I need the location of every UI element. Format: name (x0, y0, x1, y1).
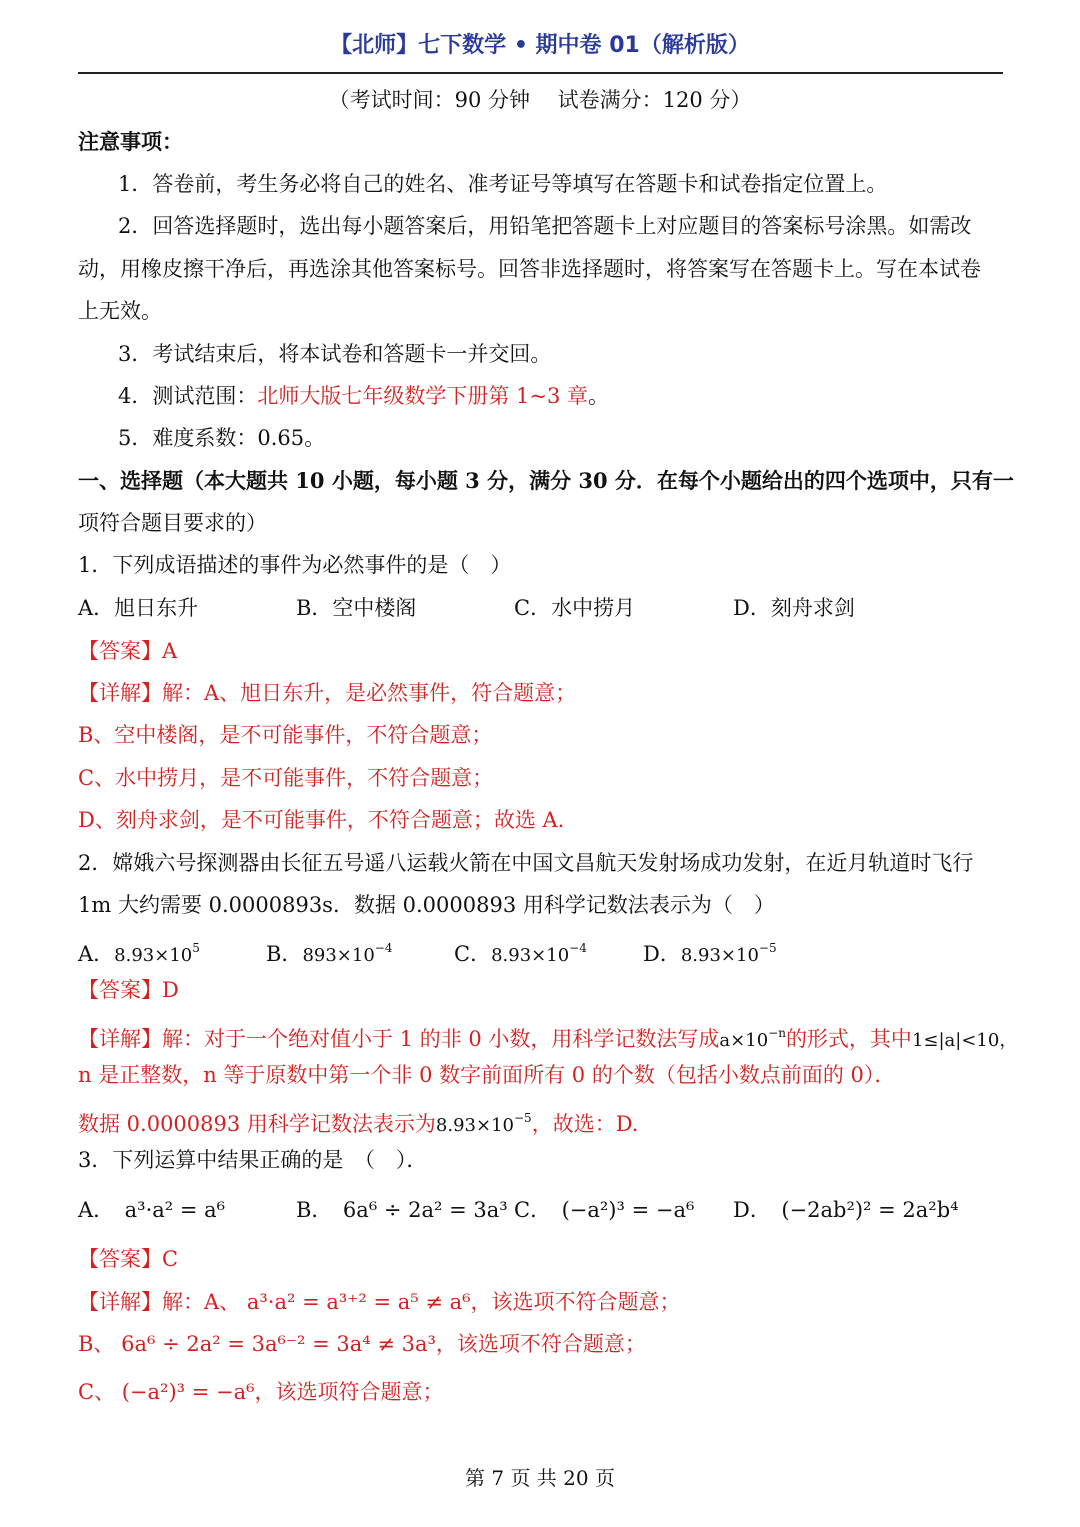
page-number: 第 7 页 共 20 页 (465, 1466, 615, 1490)
q2-option-d: D．$8.93\times 10^{-5}$ (643, 941, 777, 966)
q3-explanation-3: C、 (−a²)³ = −a⁶，该选项符合题意； (78, 1380, 444, 1404)
q3-explanation-2: B、 6a⁶ ÷ 2a² = 3a⁶⁻² = 3a⁴ ≠ 3a³，该选项不符合题意； (78, 1332, 646, 1356)
q3-explanation-1: 【详解】解：A、 a³·a² = a³⁺² = a⁵ ≠ a⁶，该选项不符合题意； (78, 1290, 681, 1314)
q2-explanation-3: 数据 0.0000893 用科学记数法表示为$8.93\times 10^{-5}$，故选：D. (78, 1111, 639, 1136)
notice-heading: 注意事项： (78, 129, 183, 154)
notice-item-3: 3．考试结束后，将本试卷和答题卡一并交回。 (118, 342, 552, 366)
q1-option-d: D．刻舟求剑 (733, 596, 855, 620)
q3-option-a: A． a³·a² = a⁶ (78, 1198, 226, 1222)
notice-item-2-line-1: 2．回答选择题时，选出每小题答案后，用铅笔把答题卡上对应题目的答案标号涂黑。如需改 (118, 214, 972, 238)
document-title: 【北师】七下数学 • 期中卷 01（解析版） (330, 33, 750, 58)
q3-option-b: B． 6a⁶ ÷ 2a² = 3a³ (296, 1198, 508, 1222)
notice-item-2-line-2: 动，用橡皮擦干净后，再选涂其他答案标号。回答非选择题时，将答案写在答题卡上。写在本试卷 (78, 257, 981, 281)
notice-item-1: 1．答卷前，考生务必将自己的姓名、准考证号等填写在答题卡和试卷指定位置上。 (118, 172, 888, 196)
notice-item-5: 5．难度系数：0.65。 (118, 426, 326, 450)
question-2-stem-line-1: 2．嫦娥六号探测器由长征五号遥八运载火箭在中国文昌航天发射场成功发射，在近月轨道时飞行 (78, 851, 974, 875)
q2-option-a: A．$8.93\times 10^5$ (78, 941, 200, 966)
q3-answer: 【答案】C (78, 1247, 179, 1271)
q3-option-d: D． (−2ab²)² = 2a²b⁴ (733, 1198, 959, 1222)
q1-explanation-4: D、刻舟求剑，是不可能事件，不符合题意；故选 A. (78, 808, 565, 832)
q1-option-a: A．旭日东升 (78, 596, 199, 620)
q1-option-c: C．水中捞月 (514, 596, 636, 620)
section-1-title-line-2: 项符合题目要求的） (78, 511, 267, 535)
question-2-stem-line-2: 1m 大约需要 0.0000893s．数据 0.0000893 用科学记数法表示为（ ） (78, 893, 775, 917)
question-3-stem: 3．下列运算中结果正确的是 （ ）． (78, 1148, 428, 1172)
q2-option-c: C．$8.93\times 10^{-4}$ (454, 941, 587, 966)
q1-explanation-2: B、空中楼阁，是不可能事件，不符合题意； (78, 723, 493, 747)
q1-option-b: B．空中楼阁 (296, 596, 417, 620)
q2-explanation-1: 【详解】解：对于一个绝对值小于 1 的非 0 小数，用科学记数法写成$a\times 10^{-n}$的形式，其中1≤|a|<10， (78, 1026, 1018, 1051)
header-divider (78, 72, 1003, 74)
q2-explanation-2: n 是正整数，n 等于原数中第一个非 0 数字前面所有 0 的个数（包括小数点前面的 0）． (78, 1063, 896, 1087)
q1-explanation-3: C、水中捞月，是不可能事件，不符合题意； (78, 766, 494, 790)
notice-item-4-prefix: 4．测试范围： (118, 384, 258, 408)
q3-option-c: C． (−a²)³ = −a⁶ (514, 1198, 695, 1222)
q1-explanation-1: 【详解】解：A、旭日东升，是必然事件，符合题意； (78, 681, 577, 705)
exam-info: （考试时间：90 分钟 试卷满分：120 分） (328, 88, 752, 112)
notice-item-4 (118, 382, 1043, 410)
section-1-title-line-1: 一、选择题（本大题共 10 小题，每小题 3 分，满分 30 分．在每个小题给出的四个选项中，只有一 (78, 468, 1014, 493)
q2-answer: 【答案】D (78, 978, 179, 1002)
q1-answer: 【答案】A (78, 639, 178, 663)
question-1-stem: 1．下列成语描述的事件为必然事件的是（ ） (78, 553, 512, 577)
notice-item-4-end: 。 (588, 384, 610, 408)
notice-item-2-line-3: 上无效。 (78, 299, 162, 323)
test-scope: 北师大版七年级数学下册第 1~3 章 (257, 384, 589, 408)
q2-option-b: B．$893\times 10^{-4}$ (266, 941, 393, 966)
